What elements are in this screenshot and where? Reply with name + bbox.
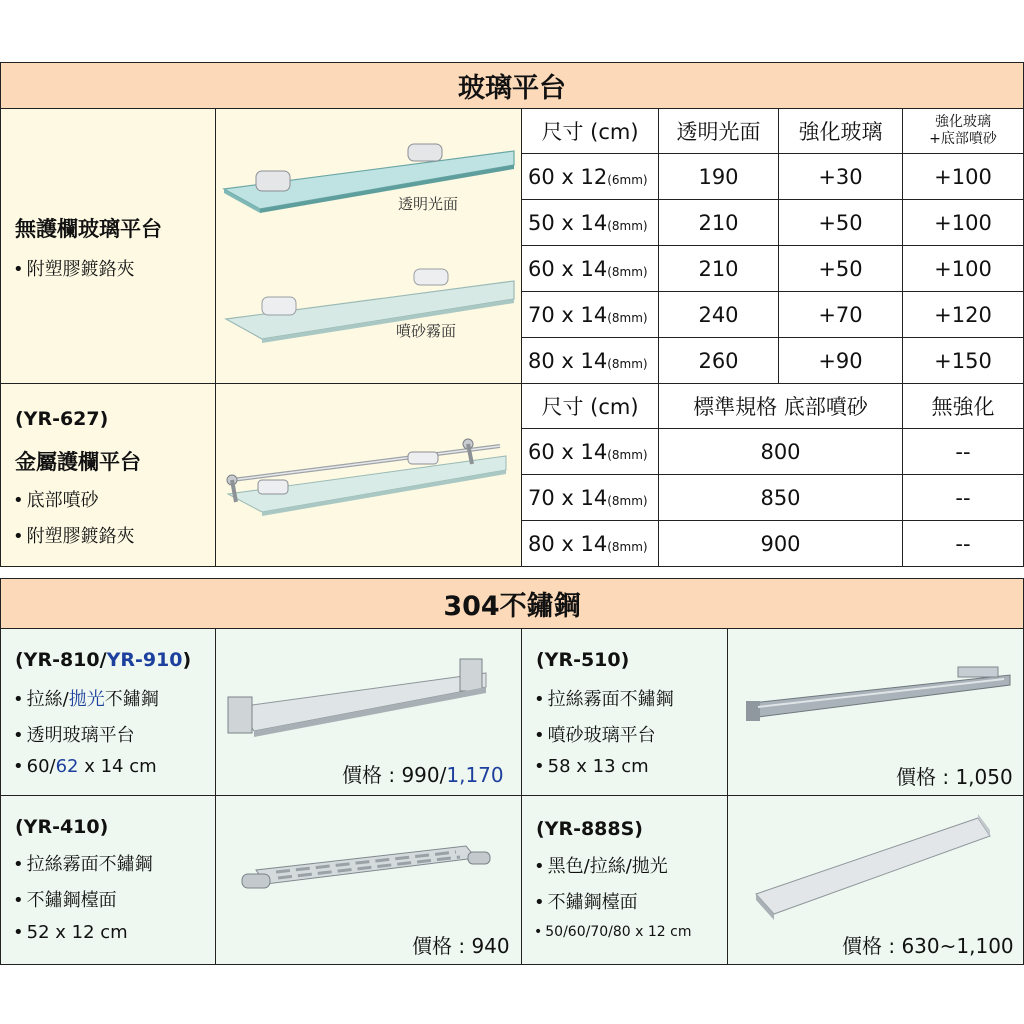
frosted-glass-label: 噴砂霧面 [396,322,457,340]
product-bullet: • 52 x 12 cm [13,922,128,943]
product-model: (YR-510) [536,649,630,671]
glass-b-info [0,383,216,567]
steel-section-title: 304不鏽鋼 [443,591,581,622]
clear-price: 210 [658,245,779,292]
bullet-part-blue: 62 [55,756,79,777]
product-bullet: • 黑色/拉絲/拋光 [534,852,668,878]
table-b-header-untempered: 無強化 [902,383,1024,429]
product-bullet: • 不鏽鋼檯面 [534,888,638,914]
row-size [521,245,659,292]
product-bullet [534,924,691,940]
clear-glass-label: 透明光面 [398,195,459,213]
clear-price: 240 [658,291,779,338]
glass-a-image-cell [215,108,522,384]
untempered-price: -- [902,428,1024,475]
thickness: (8mm) [607,310,648,325]
thickness: (6mm) [607,172,648,187]
row-size [521,199,659,246]
table-a-header-size: 尺寸 (cm) [521,108,659,154]
size-value: 80 x 14 [528,348,608,373]
size-value: 60 x 14 [528,256,608,281]
product-bullet: • 透明玻璃平台 [13,721,135,747]
product-bullet [13,756,157,777]
bullet-dot: • [534,924,543,940]
bullet-part: x 14 cm [78,756,157,777]
tempered-sandblast-addon: +120 [902,291,1024,338]
table-a-header-clear: 透明光面 [658,108,779,154]
tempered-addon: +70 [778,291,903,338]
price-part-blue: 1,170 [446,763,504,787]
tempered-addon: +50 [778,199,903,246]
glass-shelf-image [216,109,521,383]
glass-section-header [0,62,1024,109]
product-yr410-info [0,795,216,965]
row-size [521,474,659,521]
standard-price: 800 [658,428,903,475]
product-bullet: • 拉絲霧面不鏽鋼 [534,685,674,711]
product-price: 價格 : 1,050 [896,765,1013,789]
glass-a-info [0,108,216,384]
product-model: (YR-410) [15,816,109,838]
standard-price: 850 [658,474,903,521]
model-part: ) [182,649,192,671]
tempered-sandblast-addon: +100 [902,153,1024,200]
rail-shelf-image [216,384,521,566]
row-size [521,153,659,200]
row-size [521,337,659,384]
row-size [521,520,659,567]
price-part: 價格 : 990/ [342,763,447,787]
table-b-header-standard: 標準規格 底部噴砂 [658,383,903,429]
row-size [521,428,659,475]
product-yr810-image-cell [215,628,522,796]
clear-price: 210 [658,199,779,246]
glass-a-bullet: • 附塑膠鍍鉻夾 [13,255,135,281]
standard-price: 900 [658,520,903,567]
glass-b-bullet: • 底部噴砂 [13,486,99,512]
product-price [342,759,504,788]
model-part: (YR-810/ [15,649,107,671]
thickness: (8mm) [607,264,648,279]
product-yr810-info [0,628,216,796]
product-yr888s-image-cell [727,795,1024,965]
header-line-1: 強化玻璃 [935,114,991,130]
product-bullet [13,685,159,711]
product-price: 價格 : 940 [412,934,510,958]
bullet-part: 60/ [26,756,56,777]
thickness: (8mm) [607,218,648,233]
product-bullet: • 58 x 13 cm [534,756,649,777]
product-yr510-info [521,628,728,796]
steel-section-header [0,578,1024,629]
tempered-sandblast-addon: +100 [902,245,1024,292]
clear-price: 260 [658,337,779,384]
thickness: (8mm) [607,447,648,462]
product-price: 價格 : 630~1,100 [842,934,1014,958]
thickness: (8mm) [607,356,648,371]
glass-b-name: 金屬護欄平台 [15,450,141,474]
product-bullet: • 不鏽鋼檯面 [13,886,117,912]
model-part-blue: YR-910 [106,649,183,671]
glass-a-name: 無護欄玻璃平台 [15,217,162,241]
header-line-2: +底部噴砂 [929,131,997,147]
product-bullet: • 噴砂玻璃平台 [534,721,656,747]
product-model [15,649,191,671]
bullet-part: 不鏽鋼 [104,689,159,710]
size-value: 50 x 14 [528,210,608,235]
product-model: (YR-888S) [536,818,643,840]
table-a-header-tempered-sandblast [902,108,1024,154]
size-value: 70 x 14 [528,485,608,510]
steel-shelf-image [728,796,1023,926]
steel-shelf-image [728,629,1023,749]
tempered-sandblast-addon: +100 [902,199,1024,246]
thickness: (8mm) [607,493,648,508]
untempered-price: -- [902,520,1024,567]
row-size [521,291,659,338]
product-yr888s-info [521,795,728,965]
glass-b-image-cell [215,383,522,567]
glass-section-title: 玻璃平台 [458,73,566,104]
steel-shelf-image [216,796,521,916]
untempered-price: -- [902,474,1024,521]
table-a-header-tempered: 強化玻璃 [778,108,903,154]
steel-shelf-image [216,629,521,749]
clear-price: 190 [658,153,779,200]
table-b-header-size: 尺寸 (cm) [521,383,659,429]
tempered-addon: +90 [778,337,903,384]
size-value: 60 x 12 [528,164,608,189]
tempered-sandblast-addon: +150 [902,337,1024,384]
tempered-addon: +30 [778,153,903,200]
bullet-part-blue: 拋光 [68,689,105,710]
product-yr510-image-cell [727,628,1024,796]
size-value: 60 x 14 [528,439,608,464]
tempered-addon: +50 [778,245,903,292]
bullet-text: 50/60/70/80 x 12 cm [545,924,692,940]
product-yr410-image-cell [215,795,522,965]
glass-b-model: (YR-627) [15,408,109,430]
bullet-part: 拉絲/ [26,689,69,710]
thickness: (8mm) [607,539,648,554]
size-value: 80 x 14 [528,531,608,556]
glass-b-bullet: • 附塑膠鍍鉻夾 [13,522,135,548]
size-value: 70 x 14 [528,302,608,327]
product-bullet: • 拉絲霧面不鏽鋼 [13,850,153,876]
